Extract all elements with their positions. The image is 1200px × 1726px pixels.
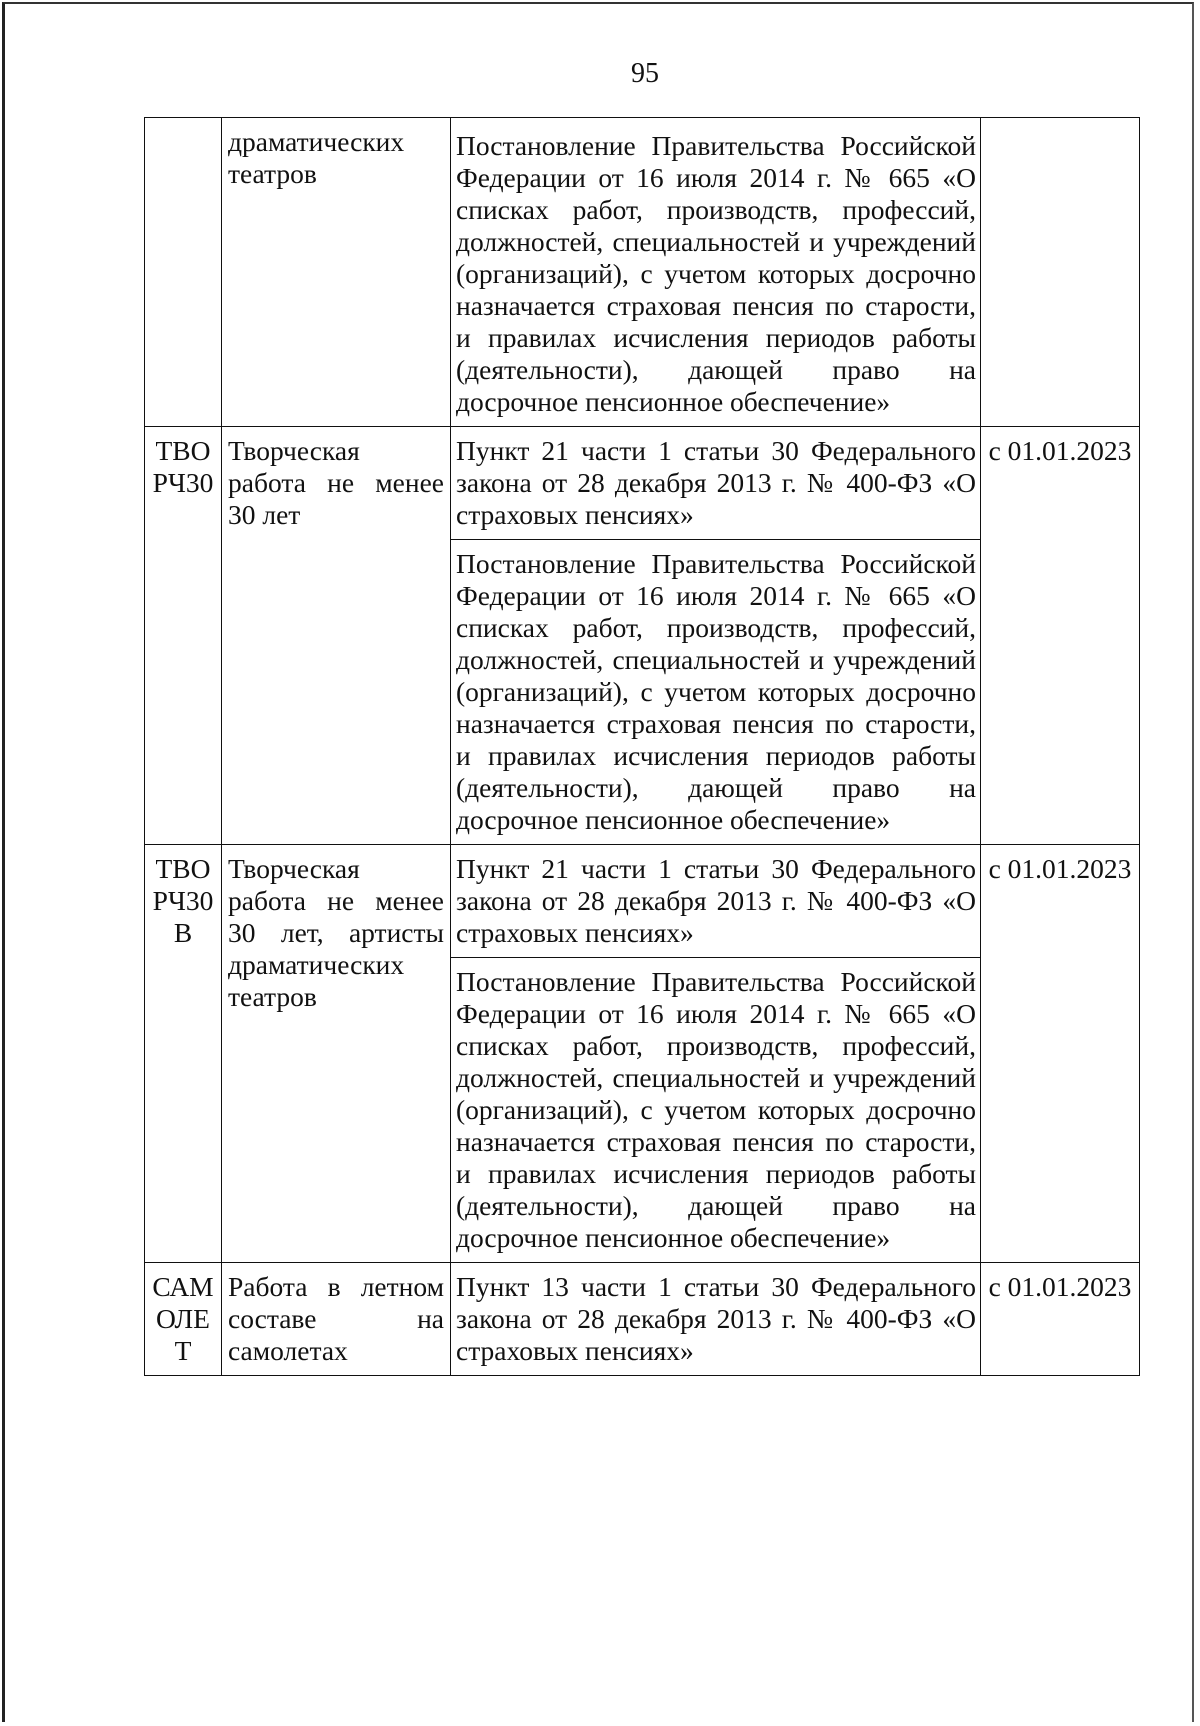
code-cell: ТВО РЧ30 В <box>145 845 222 1263</box>
code-cell <box>145 118 222 427</box>
code-cell: САМ ОЛЕ Т <box>145 1263 222 1376</box>
basis-cell: Постановление Правительства Российской Федерации от 16 июля 2014 г. № 665 «О списках работ, производств, профессий, должностей, специальностей и учреждений (организаций), с учетом которых досрочно назначается страховая пенсия по старости, и правилах исчисления периодов работы (деятельности), дающей право на досрочное пенсионное обеспечение» <box>451 540 981 845</box>
date-cell: с 01.01.2023 <box>981 1263 1140 1376</box>
basis-cell: Пункт 21 части 1 статьи 30 Федерального закона от 28 декабря 2013 г. № 400-ФЗ «О страховых пенсиях» <box>451 845 981 958</box>
date-cell <box>981 118 1140 427</box>
benefit-codes-table <box>144 117 1140 1376</box>
basis-cell: Пункт 21 части 1 статьи 30 Федерального закона от 28 декабря 2013 г. № 400-ФЗ «О страховых пенсиях» <box>451 427 981 540</box>
name-cell: драматических театров <box>222 118 451 427</box>
table-row <box>145 118 1140 427</box>
name-cell: Творческая работа не менее 30 лет, артисты драматических театров <box>222 845 451 1263</box>
code-cell: ТВО РЧ30 <box>145 427 222 845</box>
basis-cell: Постановление Правительства Российской Федерации от 16 июля 2014 г. № 665 «О списках работ, производств, профессий, должностей, специальностей и учреждений (организаций), с учетом которых досрочно назначается страховая пенсия по старости, и правилах исчисления периодов работы (деятельности), дающей право на досрочное пенсионное обеспечение» <box>451 118 981 427</box>
date-cell: с 01.01.2023 <box>981 845 1140 1263</box>
page-number: 95 <box>631 58 659 89</box>
table-row <box>145 1263 1140 1376</box>
name-cell: Работа в летном составе на самолетах <box>222 1263 451 1376</box>
table-row <box>145 845 1140 958</box>
basis-cell: Постановление Правительства Российской Федерации от 16 июля 2014 г. № 665 «О списках работ, производств, профессий, должностей, специальностей и учреждений (организаций), с учетом которых досрочно назначается страховая пенсия по старости, и правилах исчисления периодов работы (деятельности), дающей право на досрочное пенсионное обеспечение» <box>451 958 981 1263</box>
name-cell: Творческая работа не менее 30 лет <box>222 427 451 845</box>
basis-cell: Пункт 13 части 1 статьи 30 Федерального закона от 28 декабря 2013 г. № 400-ФЗ «О страховых пенсиях» <box>451 1263 981 1376</box>
date-cell: с 01.01.2023 <box>981 427 1140 845</box>
table-row <box>145 427 1140 540</box>
